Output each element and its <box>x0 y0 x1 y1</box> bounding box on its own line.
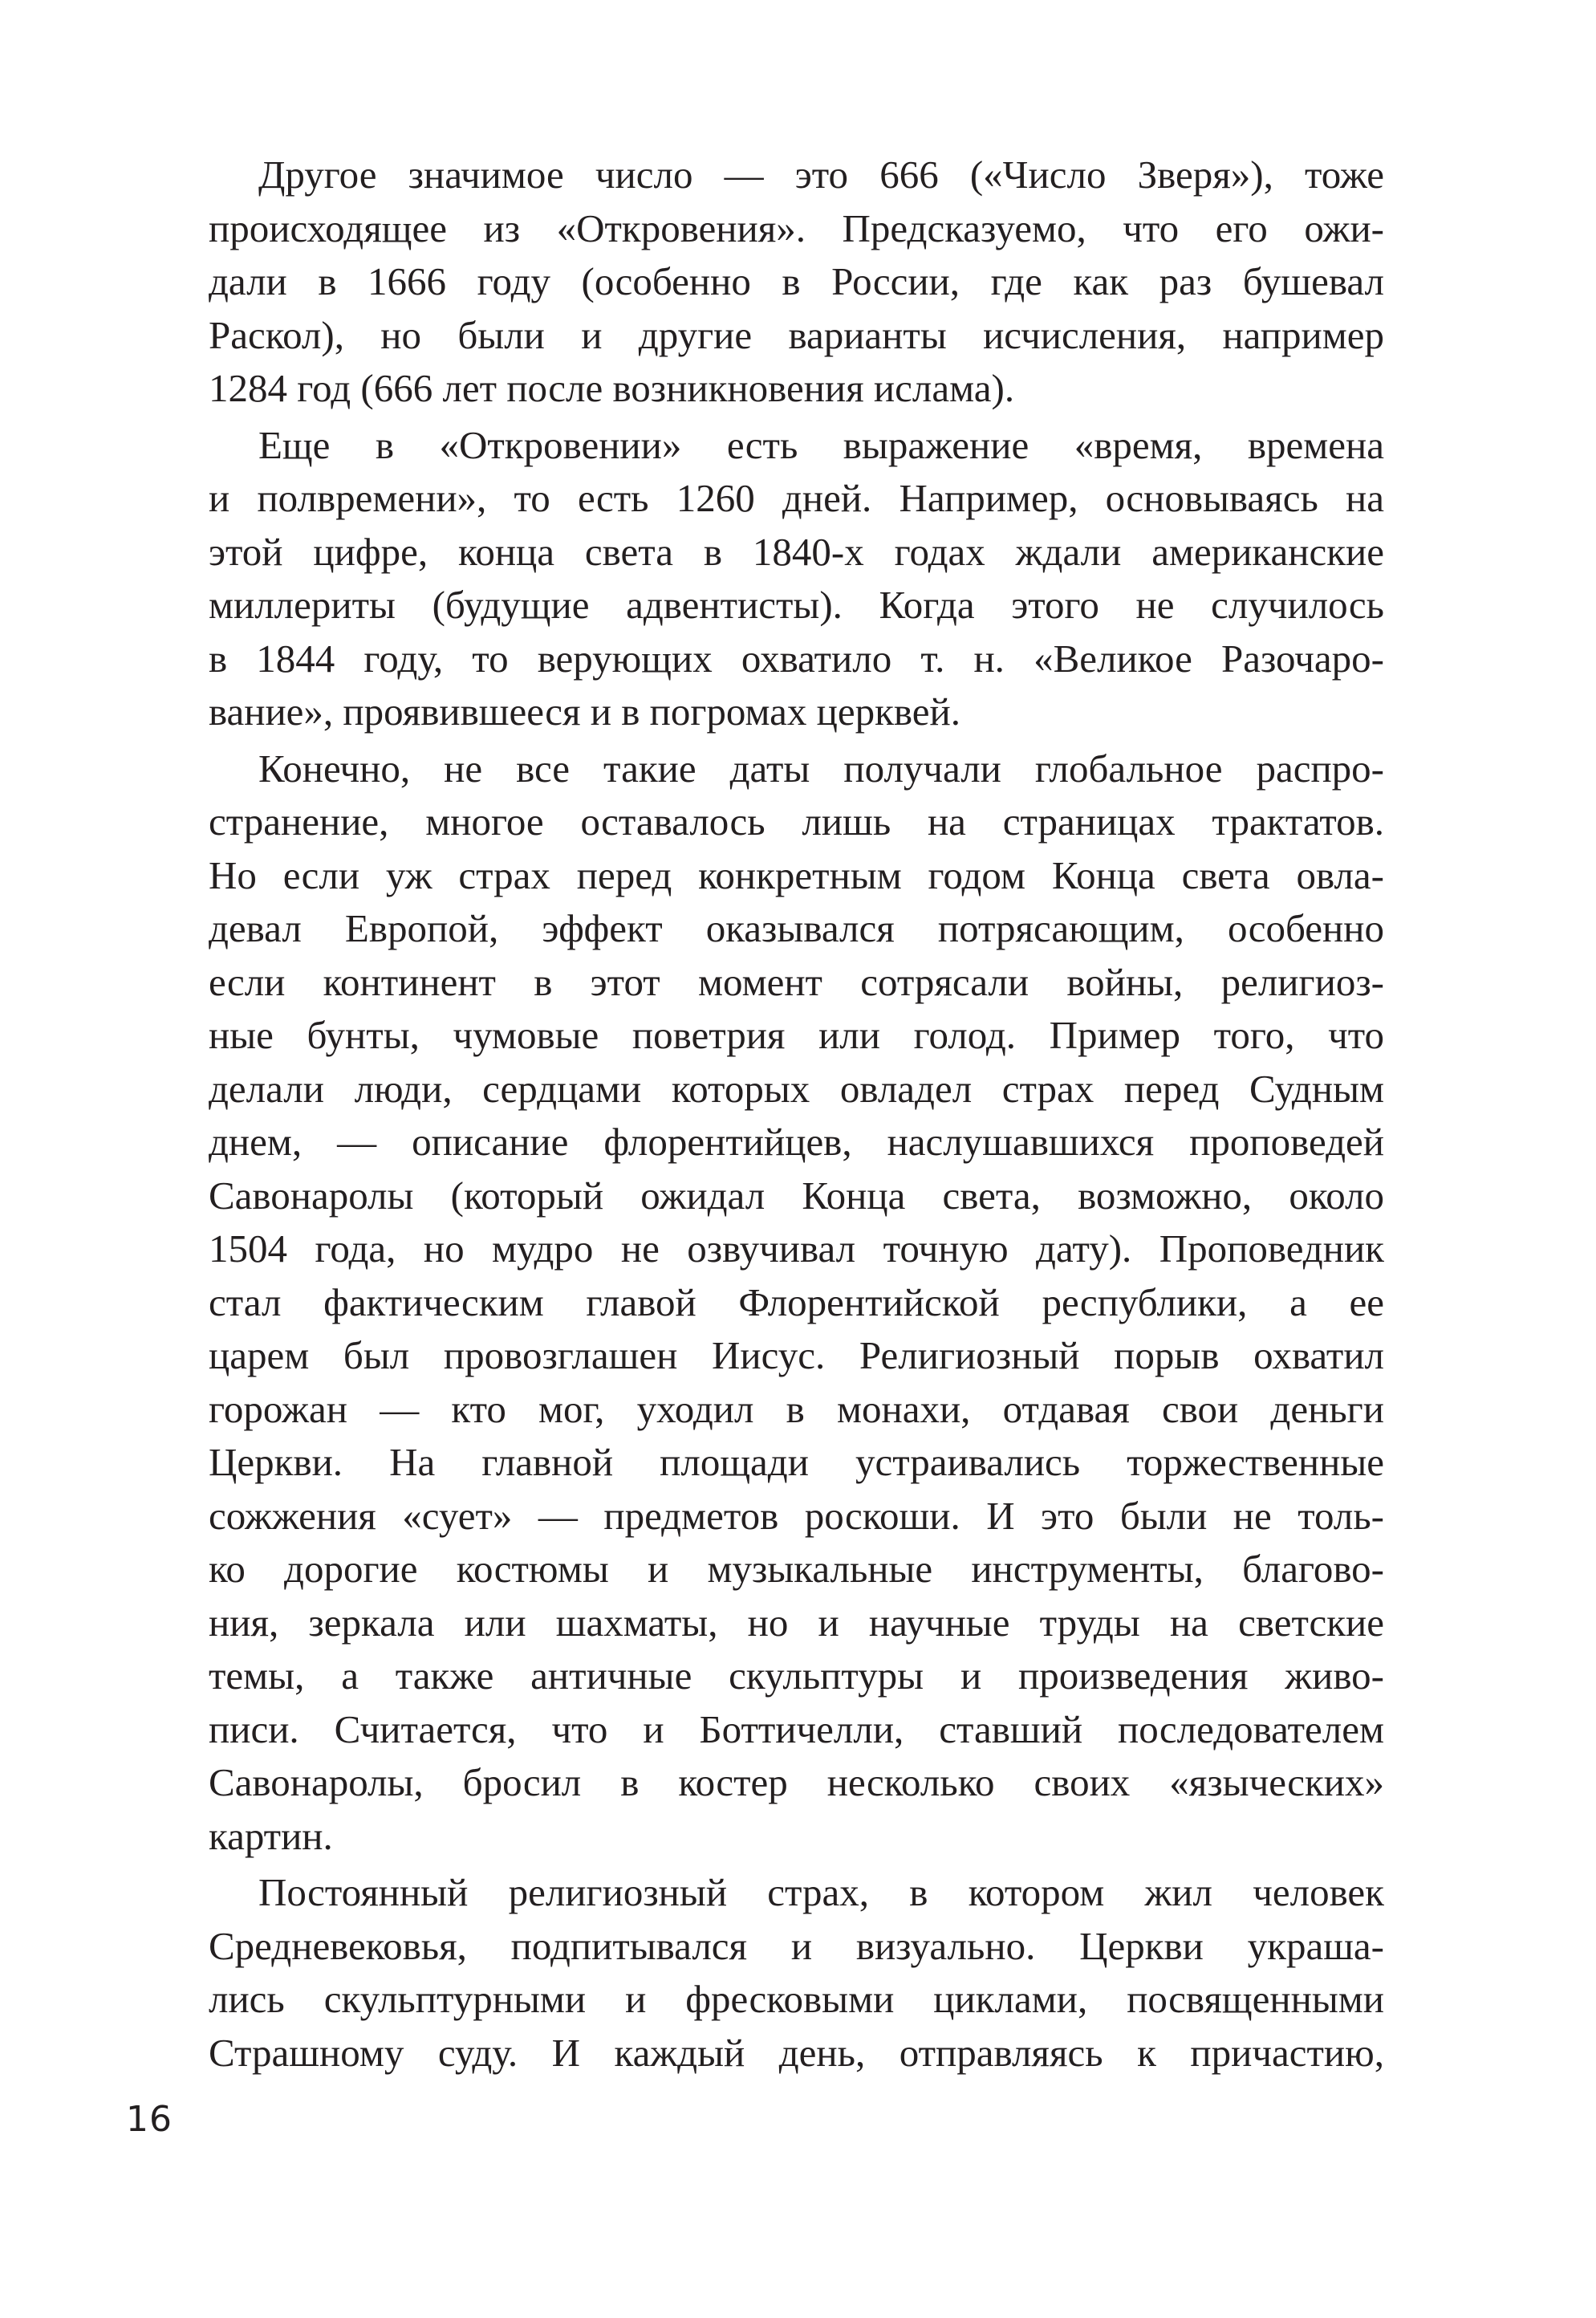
text-line: Савонаролы (который ожидал Конца света, возможно, около <box>209 1173 1384 1218</box>
paragraph <box>209 148 1384 416</box>
text-line: в 1844 году, то верующих охватило т. н. «Великое Разочаро- <box>209 636 1384 681</box>
text-line: девал Европой, эффект оказывался потрясающим, особенно <box>209 906 1384 950</box>
text-line: ко дорогие костюмы и музыкальные инструменты, благово- <box>209 1547 1384 1591</box>
text-line: ные бунты, чумовые поветрия или голод. Пример того, что <box>209 1013 1384 1057</box>
text-line: Страшному суду. И каждый день, отправляясь к причастию, <box>209 2030 1384 2075</box>
text-line: происходящее из «Откровения». Предсказуемо, что его ожи- <box>209 205 1384 250</box>
text-line: сожжения «сует» — предметов роскоши. И это были не толь- <box>209 1493 1384 1538</box>
body-text <box>209 148 1384 2083</box>
text-line: Церкви. На главной площади устраивались торжественные <box>209 1440 1384 1484</box>
paragraph <box>209 1866 1384 2080</box>
paragraph <box>209 419 1384 739</box>
text-line: Постоянный религиозный страх, в котором жил человек <box>258 1870 1384 1914</box>
text-line: 1284 год (666 лет после возникновения ислама). <box>209 366 1015 410</box>
text-line: Средневековья, подпитывался и визуально. Церкви украша- <box>209 1923 1384 1968</box>
text-line: горожан — кто мог, уходил в монахи, отдавая свои деньги <box>209 1386 1384 1431</box>
paragraph <box>209 742 1384 1864</box>
text-line: днем, — описание флорентийцев, наслушавшихся проповедей <box>209 1120 1384 1164</box>
text-line: Раскол), но были и другие варианты исчисления, например <box>209 312 1384 357</box>
text-line: стал фактическим главой Флорентийской республики, а ее <box>209 1279 1384 1324</box>
text-line: Другое значимое число — это 666 («Число Зверя»), тоже <box>258 152 1384 197</box>
text-line: вание», проявившееся и в погромах церквей. <box>209 689 961 734</box>
text-line: странение, многое оставалось лишь на страницах трактатов. <box>209 799 1384 844</box>
text-line: лись скульптурными и фресковыми циклами, посвященными <box>209 1977 1384 2021</box>
text-line: Конечно, не все такие даты получали глобальное распро- <box>258 746 1384 791</box>
text-line: этой цифре, конца света в 1840-х годах ждали американские <box>209 529 1384 574</box>
text-line: Савонаролы, бросил в костер несколько своих «языческих» <box>209 1760 1384 1804</box>
text-line: делали люди, сердцами которых овладел страх перед Судным <box>209 1066 1384 1111</box>
text-line: и полвремени», то есть 1260 дней. Например, основываясь на <box>209 476 1384 520</box>
text-line: Еще в «Откровении» есть выражение «время, времена <box>258 422 1384 467</box>
text-line: ния, зеркала или шахматы, но и научные труды на светские <box>209 1600 1384 1645</box>
page-number: 16 <box>126 2099 173 2140</box>
text-line: писи. Считается, что и Боттичелли, ставший последователем <box>209 1706 1384 1751</box>
text-line: Но если уж страх перед конкретным годом Конца света овла- <box>209 852 1384 897</box>
text-line: темы, а также античные скульптуры и произведения живо- <box>209 1653 1384 1698</box>
text-line: царем был провозглашен Иисус. Религиозный порыв охватил <box>209 1333 1384 1377</box>
text-line: миллериты (будущие адвентисты). Когда этого не случилось <box>209 583 1384 627</box>
text-line: дали в 1666 году (особенно в России, где как раз бушевал <box>209 259 1384 303</box>
text-line: картин. <box>209 1813 333 1858</box>
text-line: 1504 года, но мудро не озвучивал точную дату). Проповедник <box>209 1226 1384 1271</box>
text-line: если континент в этот момент сотрясали войны, религиоз- <box>209 959 1384 1004</box>
